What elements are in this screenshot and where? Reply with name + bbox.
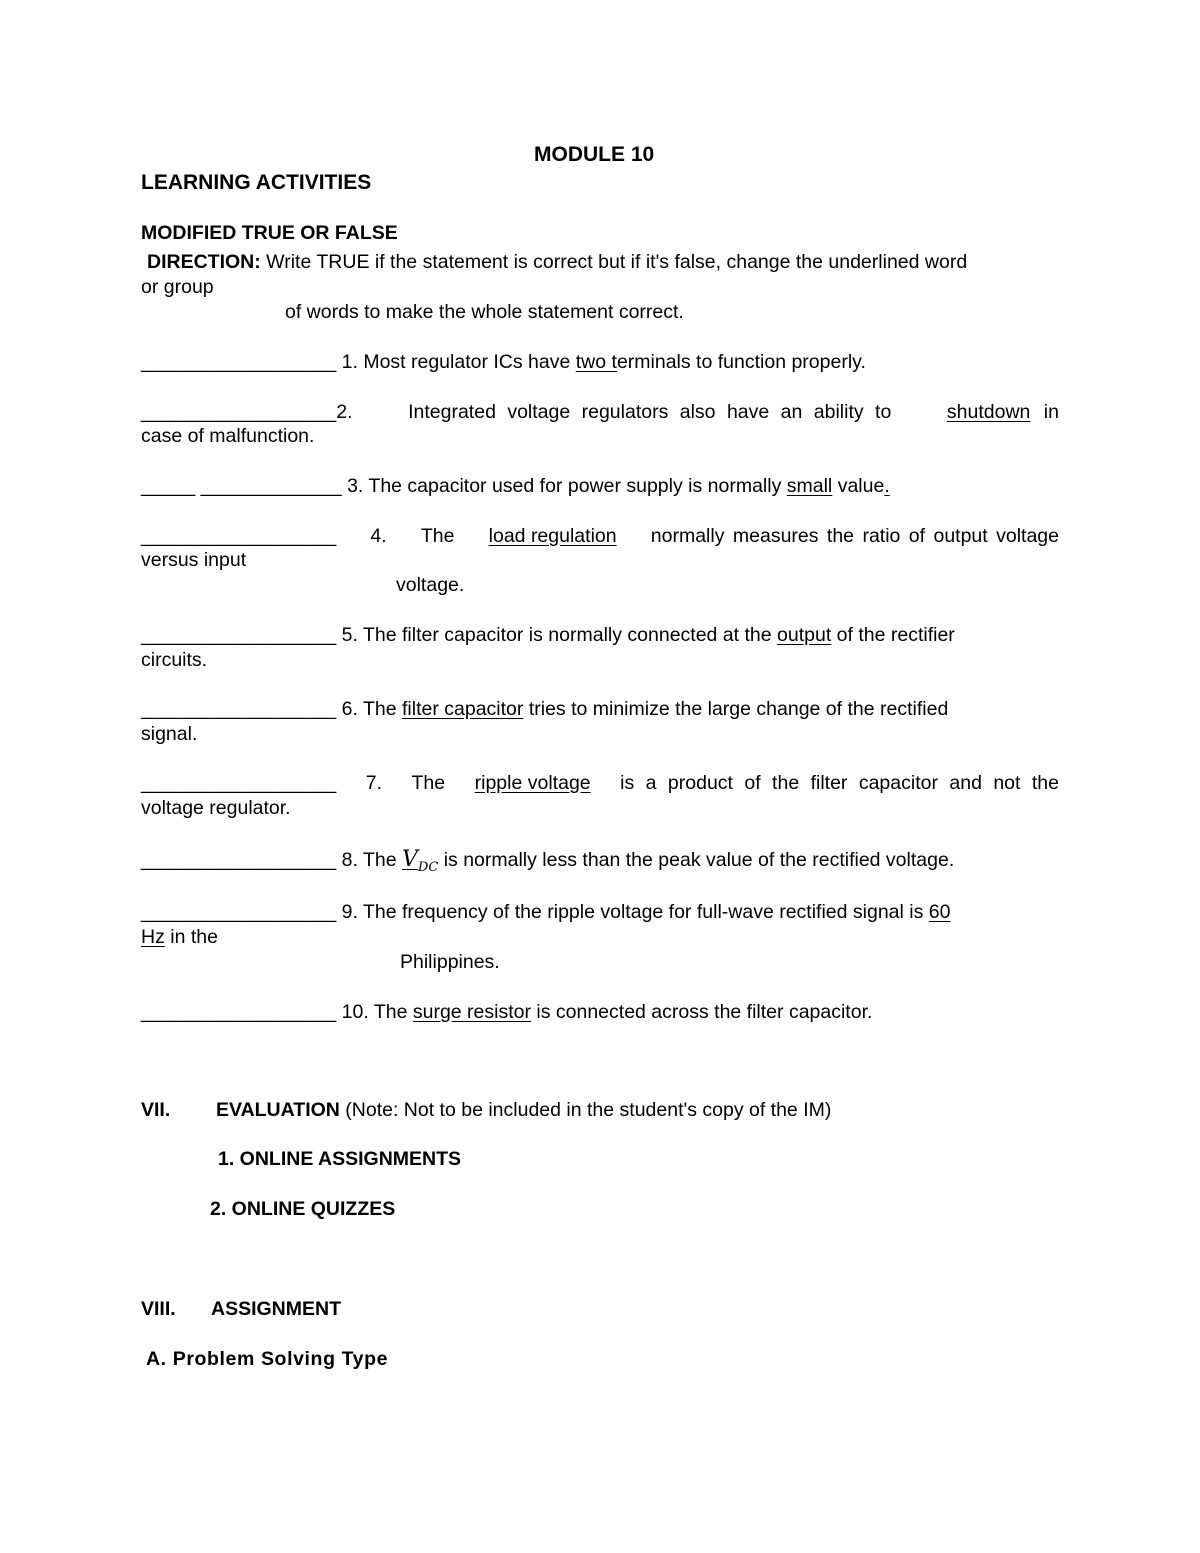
- question-number: 4.: [370, 525, 387, 547]
- underlined-term: output: [777, 624, 832, 646]
- underlined-term: two t: [575, 351, 617, 373]
- question-text-rest: normally measures the ratio of output voltage: [650, 525, 1059, 547]
- answer-blank[interactable]: __________________: [141, 901, 337, 923]
- question-number: 5.: [341, 624, 358, 646]
- answer-blank[interactable]: __________________: [141, 351, 337, 373]
- evaluation-title-line: [216, 1098, 831, 1122]
- question-4-continued-2: voltage.: [396, 574, 465, 596]
- question-9-continued-2: Philippines.: [400, 951, 500, 973]
- underlined-term: small: [786, 475, 833, 497]
- section-heading: LEARNING ACTIVITIES: [141, 171, 372, 194]
- direction-text: Write TRUE if the statement is correct but if it's false, change the underlined word: [260, 251, 968, 273]
- evaluation-item-2: 2. ONLINE QUIZZES: [210, 1198, 396, 1220]
- underlined-term: shutdown: [946, 401, 1031, 423]
- question-2-continued: case of malfunction.: [141, 425, 315, 447]
- question-number: 7.: [365, 772, 382, 794]
- question-4-continued: versus input: [141, 549, 247, 571]
- answer-blank[interactable]: _____ _____________: [141, 475, 342, 497]
- answer-blank[interactable]: __________________2.: [141, 401, 353, 423]
- question-text-rest: value: [832, 475, 885, 497]
- direction-line-2: or group: [141, 276, 214, 298]
- assignment-number: VIII.: [141, 1298, 176, 1320]
- answer-blank[interactable]: __________________: [141, 525, 337, 547]
- question-number: 8.: [341, 849, 358, 871]
- question-9: [141, 900, 950, 924]
- question-1: [141, 350, 866, 374]
- question-text: Integrated voltage regulators also have an ability to: [408, 401, 892, 423]
- question-3: [141, 474, 890, 498]
- underlined-variable: [402, 847, 439, 875]
- question-text: The: [362, 849, 403, 871]
- answer-blank[interactable]: __________________: [141, 1001, 337, 1023]
- test-type-heading: MODIFIED TRUE OR FALSE: [141, 222, 398, 244]
- question-text: The frequency of the ripple voltage for full-wave rectified signal is: [362, 901, 929, 923]
- variable-v: V: [402, 847, 418, 872]
- direction-line-3: of words to make the whole statement correct.: [285, 301, 684, 323]
- underlined-term: filter capacitor: [402, 698, 524, 720]
- question-number: 9.: [341, 901, 358, 923]
- question-5-continued: circuits.: [141, 649, 208, 671]
- direction-line-1: [147, 250, 967, 274]
- underlined-term: ripple voltage: [474, 772, 591, 794]
- question-text-rest: erminals to function properly.: [616, 351, 866, 373]
- underlined-term-cont: Hz: [141, 926, 165, 948]
- question-number: 3.: [347, 475, 364, 497]
- question-number: 6.: [341, 698, 358, 720]
- question-text: The: [420, 525, 455, 547]
- question-text-rest: is normally less than the peak value of the rectified voltage.: [438, 849, 955, 871]
- assignment-subheading: A. Problem Solving Type: [146, 1348, 389, 1370]
- underlined-term: load regulation: [488, 525, 617, 547]
- question-text-rest: is connected across the filter capacitor.: [530, 1001, 873, 1023]
- question-text: The filter capacitor is normally connected at the: [362, 624, 778, 646]
- question-number: 10.: [341, 1001, 369, 1023]
- answer-blank[interactable]: __________________: [141, 624, 337, 646]
- question-6: [141, 697, 948, 721]
- question-8: [141, 848, 954, 875]
- question-text: The capacitor used for power supply is normally: [368, 475, 787, 497]
- question-text-rest: in the: [164, 926, 218, 948]
- underlined-term: surge resistor: [412, 1001, 531, 1023]
- question-text-rest: is a product of the filter capacitor and not the: [620, 772, 1059, 794]
- question-text-rest: tries to minimize the large change of the rectified: [523, 698, 949, 720]
- answer-blank[interactable]: __________________: [141, 849, 337, 871]
- question-number: 1.: [341, 351, 358, 373]
- underlined-term: 60: [928, 901, 951, 923]
- answer-blank[interactable]: __________________: [141, 772, 337, 794]
- question-10: [141, 1000, 872, 1024]
- question-4: [141, 524, 1059, 548]
- module-title: MODULE 10: [534, 143, 655, 166]
- assignment-title: ASSIGNMENT: [211, 1298, 342, 1320]
- question-text: Most regulator ICs have: [363, 351, 576, 373]
- evaluation-item-1: 1. ONLINE ASSIGNMENTS: [218, 1148, 462, 1170]
- question-7: [141, 771, 1059, 795]
- variable-subscript: DC: [417, 860, 439, 875]
- evaluation-title: EVALUATION: [216, 1099, 340, 1121]
- question-9-continued: [141, 925, 218, 949]
- question-text: The: [411, 772, 446, 794]
- underlined-period: .: [884, 475, 890, 497]
- question-5: [141, 623, 955, 647]
- evaluation-heading: [141, 1098, 170, 1122]
- direction-label: DIRECTION:: [147, 251, 261, 273]
- answer-blank[interactable]: __________________: [141, 698, 337, 720]
- question-2: [141, 400, 1059, 424]
- question-6-continued: signal.: [141, 723, 198, 745]
- evaluation-number: VII.: [141, 1099, 171, 1121]
- question-text: The: [362, 698, 403, 720]
- question-text-rest: of the rectifier: [831, 624, 955, 646]
- question-text: The: [373, 1001, 413, 1023]
- question-text-rest: in: [1038, 401, 1059, 423]
- question-7-continued: voltage regulator.: [141, 797, 291, 819]
- evaluation-note: (Note: Not to be included in the student's copy of the IM): [339, 1099, 832, 1121]
